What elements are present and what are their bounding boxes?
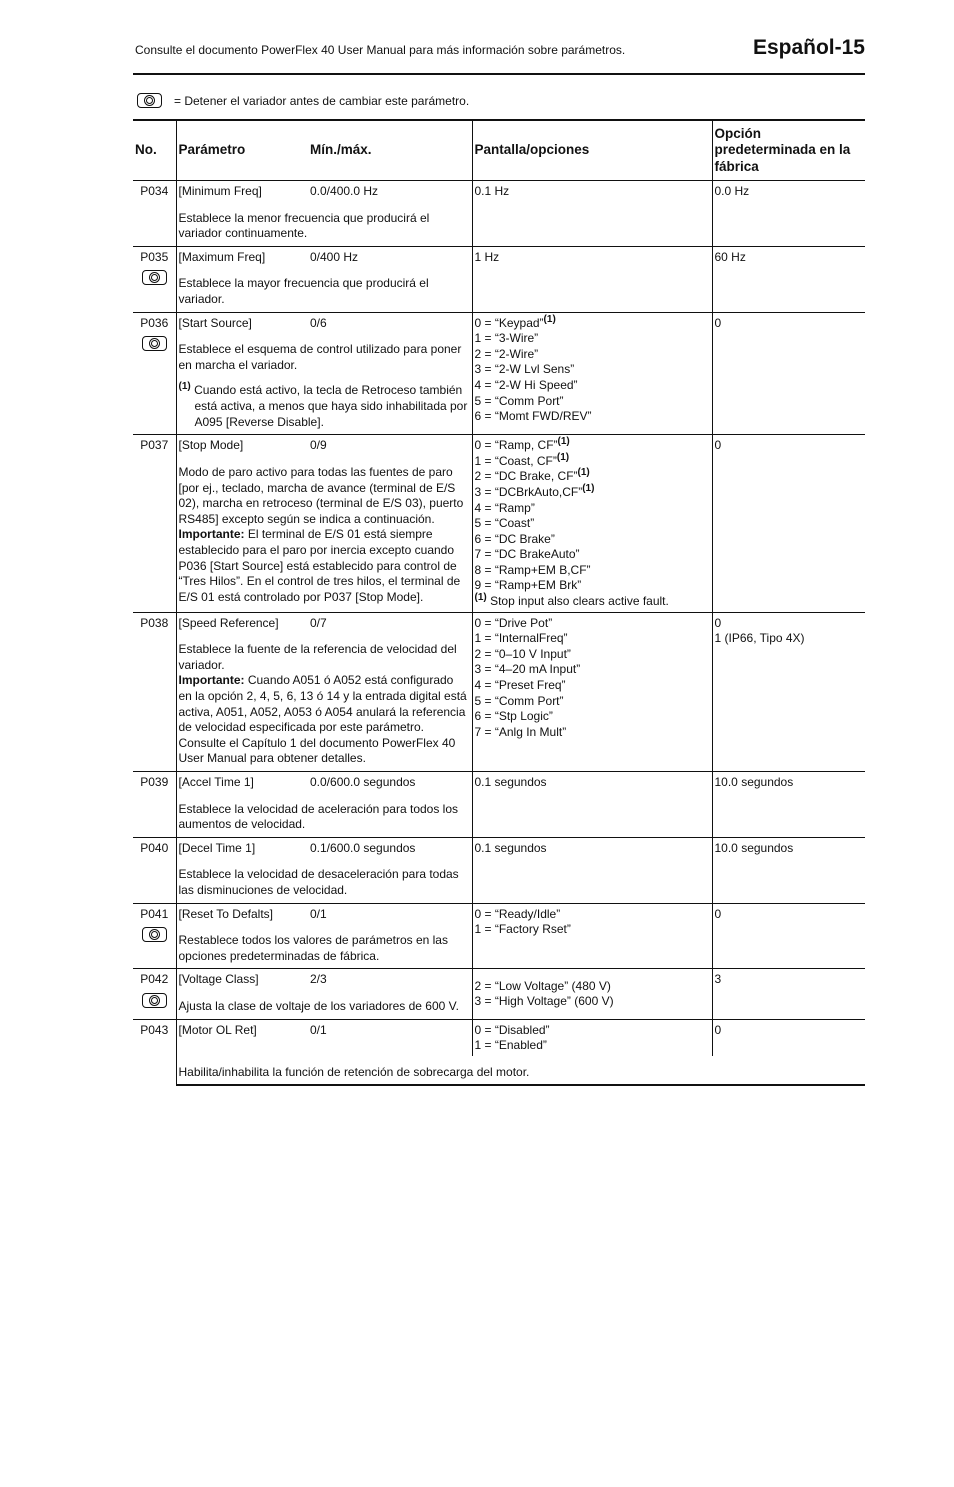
param-name: [Motor OL Ret]	[176, 1019, 308, 1056]
param-no-cell	[133, 246, 176, 312]
option-footnote: $^{(1)}$ Stop input also clears active fault.	[474, 592, 669, 609]
param-default	[712, 435, 865, 613]
param-default	[712, 903, 865, 969]
option-line: 6 = “Momt FWD/REV”	[474, 409, 592, 424]
option-line: 0 = “Ramp, CF”$^{(1)}$	[474, 436, 570, 453]
option-line: 0 = “Disabled”	[474, 1022, 550, 1037]
param-default	[712, 772, 865, 838]
default-line: 0	[714, 1022, 722, 1037]
param-no-cell	[133, 1019, 176, 1085]
table-row	[133, 612, 865, 633]
param-minmax: 0/7	[308, 612, 472, 633]
option-line: 8 = “Ramp+EM B,CF”	[474, 562, 591, 577]
table-row	[133, 969, 865, 990]
option-line: 5 = “Comm Port”	[474, 693, 564, 708]
param-options	[472, 837, 712, 903]
option-line: 1 Hz	[474, 249, 500, 264]
param-name: [Accel Time 1]	[176, 772, 308, 793]
param-description: Habilita/inhabilita la función de retención de sobrecarga del motor.	[176, 1056, 865, 1086]
param-description: Establece la mayor frecuencia que producirá el variador.	[176, 267, 472, 312]
param-minmax: 0/1	[308, 903, 472, 924]
option-line: 1 = “Factory Rset”	[474, 922, 571, 937]
option-line: 3 = “2-W Lvl Sens”	[474, 362, 575, 377]
header-no: No.	[133, 120, 176, 181]
param-name: [Minimum Freq]	[176, 181, 308, 202]
header-note: Consulte el documento PowerFlex 40 User Manual para más información sobre parámetros.	[135, 43, 626, 57]
default-line: 10.0 segundos	[714, 840, 794, 855]
default-line: 0	[714, 315, 722, 330]
param-no-cell	[133, 612, 176, 771]
default-line: 60 Hz	[714, 249, 746, 264]
option-line: 3 = “High Voltage” (600 V)	[474, 994, 614, 1009]
option-line: 4 = “Preset Freq”	[474, 678, 566, 693]
footnote-mark: (1)	[582, 482, 595, 494]
description-text: Establece el esquema de control utilizado para poner en marcha el variador.	[178, 342, 462, 372]
param-options	[472, 772, 712, 838]
param-description: Establece la velocidad de desaceleración para todas las disminuciones de velocidad.	[176, 858, 472, 903]
option-line: 2 = “Low Voltage” (480 V)	[474, 978, 611, 993]
param-minmax: 0/400 Hz	[308, 246, 472, 267]
param-name: [Stop Mode]	[176, 435, 308, 456]
param-default	[712, 181, 865, 247]
default-line: 10.0 segundos	[714, 775, 794, 789]
description-text: Establece la fuente de la referencia de velocidad del variador.	[178, 642, 457, 672]
option-line: 9 = “Ramp+EM Brk”	[474, 578, 582, 593]
option-line: 0 = “Drive Pot”	[474, 615, 553, 630]
footnote-mark: (1)	[577, 467, 590, 479]
param-default	[712, 837, 865, 903]
option-line: 0.1 Hz	[474, 184, 510, 198]
param-number: P036	[140, 315, 169, 330]
option-line: 1 = “InternalFreq”	[474, 631, 568, 646]
footnote-mark: (1)	[474, 592, 487, 604]
param-name: [Maximum Freq]	[176, 246, 308, 267]
option-line: 2 = “DC Brake, CF”$^{(1)}$	[474, 467, 590, 484]
param-minmax: 0/9	[308, 435, 472, 456]
footnote-mark: (1)	[178, 381, 191, 393]
param-options	[472, 612, 712, 771]
param-minmax: 0.0/600.0 segundos	[308, 772, 472, 793]
option-line: 7 = “DC BrakeAuto”	[474, 547, 580, 562]
param-number: P034	[140, 184, 169, 198]
default-line: 0.0 Hz	[714, 184, 750, 198]
option-line: 5 = “Coast”	[474, 516, 535, 531]
param-no-cell	[133, 903, 176, 969]
param-number: P039	[140, 775, 169, 789]
option-line: 7 = “Anlg In Mult”	[474, 724, 567, 739]
param-options	[472, 435, 712, 613]
param-number: P041	[140, 906, 169, 921]
description-text: Modo de paro activo para todas las fuentes de paro [por ej., teclado, marcha de avance (terminal de E/S 02), marcha en retroceso (terminal de E/S 03), puerto RS485] excepto según se indica a continuación.	[178, 465, 464, 526]
important-label: Importante:	[178, 527, 245, 542]
footnote-text: Cuando está activo, la tecla de Retroceso también está activa, a menos que haya sido inhabilitada por A095 [Reverse Disable].	[194, 383, 468, 429]
default-line: 3	[714, 972, 722, 987]
param-default	[712, 969, 865, 1019]
param-number: P040	[140, 840, 169, 855]
stop-drive-icon	[137, 93, 162, 108]
stop-drive-icon	[142, 993, 167, 1008]
param-no-cell	[133, 772, 176, 838]
param-description: Restablece todos los valores de parámetros en las opciones predeterminadas de fábrica.	[176, 924, 472, 969]
stop-drive-icon	[142, 927, 167, 942]
table-row	[133, 837, 865, 858]
default-line: 0	[714, 615, 722, 630]
option-line: 5 = “Comm Port”	[474, 393, 564, 408]
table-row	[133, 1019, 865, 1056]
param-name: [Decel Time 1]	[176, 837, 308, 858]
option-line: 4 = “2-W Hi Speed”	[474, 377, 578, 392]
header-options: Pantalla/opciones	[472, 120, 712, 181]
param-options	[472, 969, 712, 1019]
option-line: 3 = “DCBrkAuto,CF”$^{(1)}$	[474, 482, 595, 499]
param-no-cell	[133, 435, 176, 613]
default-line: 0	[714, 438, 722, 453]
param-default	[712, 312, 865, 435]
option-line: 0.1 segundos	[474, 840, 547, 855]
param-description	[176, 333, 472, 434]
important-text: Cuando A051 ó A052 está configurado en la opción 2, 4, 5, 6, 13 ó 14 y la entrada digital está activa, A051, A052, A053 ó A054 anulará la referencia de velocidad especificada por este parámetro. Consulte el Capítulo 1 del documento PowerFlex 40 User Manual para obtener detalles.	[178, 673, 467, 766]
table-header-row	[133, 120, 865, 181]
important-text: El terminal de E/S 01 está siempre establecido para el paro por inercia excepto cuando P036 [Start Source] está establecido para control de “Tres Hilos”. En el control de tres hilos, el terminal de E/S 01 está controlado por P037 [Stop Mode].	[178, 527, 461, 604]
param-name: [Start Source]	[176, 312, 308, 333]
param-default	[712, 612, 865, 771]
param-default	[712, 246, 865, 312]
param-name: [Voltage Class]	[176, 969, 308, 990]
footnote-mark: (1)	[556, 451, 570, 463]
param-name: [Speed Reference]	[176, 612, 308, 633]
param-options	[472, 903, 712, 969]
param-description: Establece la velocidad de aceleración para todos los aumentos de velocidad.	[176, 793, 472, 838]
param-minmax: 0/1	[308, 1019, 472, 1056]
param-minmax: 0.1/600.0 segundos	[308, 837, 472, 858]
param-description	[176, 456, 472, 612]
param-minmax: 0/6	[308, 312, 472, 333]
header-minmax: Mín./máx.	[308, 120, 472, 181]
option-line: 2 = “2-Wire”	[474, 346, 539, 361]
table-row	[133, 772, 865, 793]
param-description	[176, 633, 472, 771]
param-no-cell	[133, 969, 176, 1019]
param-number: P042	[140, 972, 169, 987]
table-row	[133, 312, 865, 333]
option-line: 6 = “Stp Logic”	[474, 709, 553, 724]
default-line: 1 (IP66, Tipo 4X)	[714, 631, 805, 646]
footnote-mark: (1)	[543, 313, 556, 325]
param-no-cell	[133, 837, 176, 903]
param-options	[472, 1019, 712, 1056]
stop-drive-icon	[142, 336, 167, 351]
table-row-desc	[133, 1056, 865, 1086]
stop-drive-icon	[142, 270, 167, 285]
legend	[137, 93, 469, 108]
option-line: 0 = “Keypad”$^{(1)}$	[474, 313, 556, 330]
page-label: Español-15	[752, 36, 865, 59]
param-number: P043	[140, 1022, 169, 1037]
legend-text: = Detener el variador antes de cambiar este parámetro.	[174, 93, 470, 108]
table-row	[133, 903, 865, 924]
param-options	[472, 246, 712, 312]
option-line: 0.1 segundos	[474, 775, 547, 789]
table-row	[133, 435, 865, 456]
option-line: 1 = “Enabled”	[474, 1038, 547, 1053]
param-description: Establece la menor frecuencia que producirá el variador continuamente.	[176, 202, 472, 247]
option-line: 2 = “0–10 V Input”	[474, 646, 571, 661]
footnote	[179, 383, 470, 430]
header-default: Opción predeterminada en la fábrica	[712, 120, 865, 181]
footnote-mark: (1)	[557, 436, 570, 448]
option-line: 1 = “3-Wire”	[474, 331, 539, 346]
param-minmax: 2/3	[308, 969, 472, 990]
important-label: Importante:	[178, 673, 245, 688]
header-rule	[133, 73, 865, 75]
option-line: 1 = “Coast, CF”$^{(1)}$	[474, 451, 570, 468]
param-minmax: 0.0/400.0 Hz	[308, 181, 472, 202]
param-options	[472, 312, 712, 435]
table-row	[133, 246, 865, 267]
param-no-cell	[133, 312, 176, 435]
param-number: P038	[140, 615, 169, 630]
param-name: [Reset To Defalts]	[176, 903, 308, 924]
param-description: Ajusta la clase de voltaje de los variadores de 600 V.	[176, 990, 472, 1019]
param-no-cell	[133, 181, 176, 247]
table-row	[133, 181, 865, 202]
param-number: P035	[140, 249, 169, 264]
param-default	[712, 1019, 865, 1056]
option-line: 0 = “Ready/Idle”	[474, 906, 561, 921]
option-line: 4 = “Ramp”	[474, 500, 535, 515]
parameter-table	[133, 119, 865, 1086]
header-param: Parámetro	[176, 120, 308, 181]
default-line: 0	[714, 906, 722, 921]
param-options	[472, 181, 712, 247]
option-line: 6 = “DC Brake”	[474, 531, 555, 546]
option-line: 3 = “4–20 mA Input”	[474, 662, 581, 677]
param-number: P037	[140, 438, 169, 453]
